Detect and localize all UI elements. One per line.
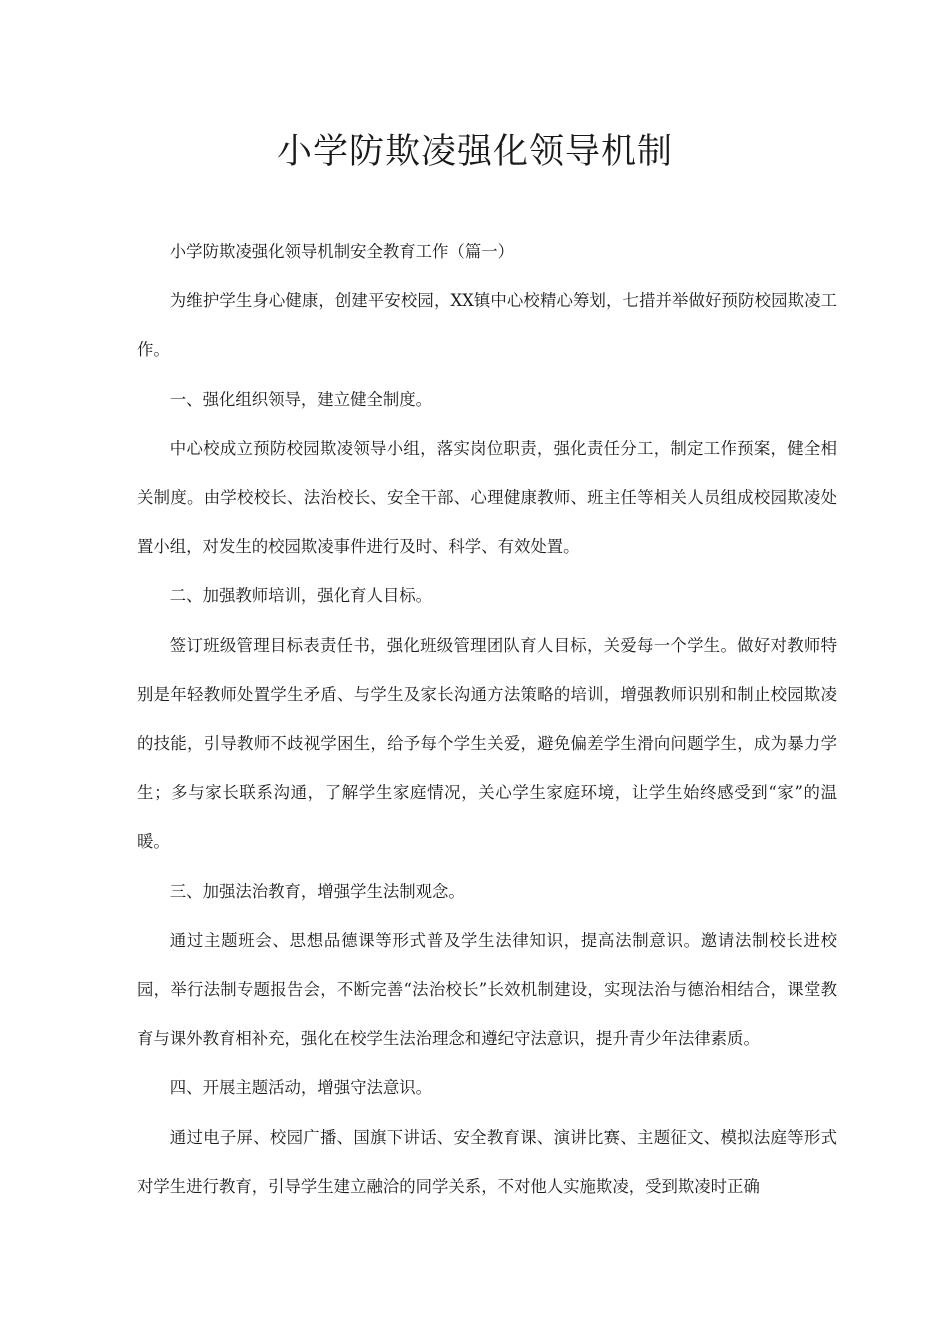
section-heading-part-one: 小学防欺凌强化领导机制安全教育工作（篇一） — [169, 242, 514, 261]
intro-paragraph: 为维护学生身心健康，创建平安校园，XX镇中心校精心筹划，七措并举做好预防校园欺凌工作。 — [137, 291, 837, 360]
paragraph-3: 通过主题班会、思想品德课等形式普及学生法律知识，提高法制意识。邀请法制校长进校园，举行法制专题报告会，不断完善“法治校长”长效机制建设，实现法治与德治相结合，课堂教育与课外教育相补充，强化在校学生法治理念和遵纪守法意识，提升青少年法律素质。 — [137, 930, 837, 1049]
document-title: 小学防欺凌强化领导机制 — [276, 132, 673, 172]
section-heading-4: 四、开展主题活动，增强守法意识。 — [169, 1078, 433, 1098]
document-body — [137, 227, 837, 1211]
paragraph-1: 中心校成立预防校园欺凌领导小组，落实岗位职责，强化责任分工，制定工作预案，健全相关制度。由学校校长、法治校长、安全干部、心理健康教师、班主任等相关人员组成校园欺凌处置小组，对发生的校园欺凌事件进行及时、科学、有效处置。 — [137, 438, 837, 557]
paragraph-4: 通过电子屏、校园广播、国旗下讲话、安全教育课、演讲比赛、主题征文、模拟法庭等形式对学生进行教育，引导学生建立融洽的同学关系，不对他人实施欺凌，受到欺凌时正确 — [137, 1127, 837, 1196]
section-heading-2: 二、加强教师培训，强化育人目标。 — [169, 586, 433, 606]
section-heading-3: 三、加强法治教育，增强学生法制观念。 — [169, 881, 465, 901]
section-heading-1: 一、强化组织领导，建立健全制度。 — [169, 389, 433, 409]
paragraph-2: 签订班级管理目标表责任书，强化班级管理团队育人目标，关爱每一个学生。做好对教师特别是年轻教师处置学生矛盾、与学生及家长沟通方法策略的培训，增强教师识别和制止校园欺凌的技能，引导教师不歧视学困生，给予每个学生关爱，避免偏差学生滑向问题学生，成为暴力学生；多与家长联系沟通，了解学生家庭情况，关心学生家庭环境，让学生始终感受到“家”的温暖。 — [137, 635, 837, 852]
